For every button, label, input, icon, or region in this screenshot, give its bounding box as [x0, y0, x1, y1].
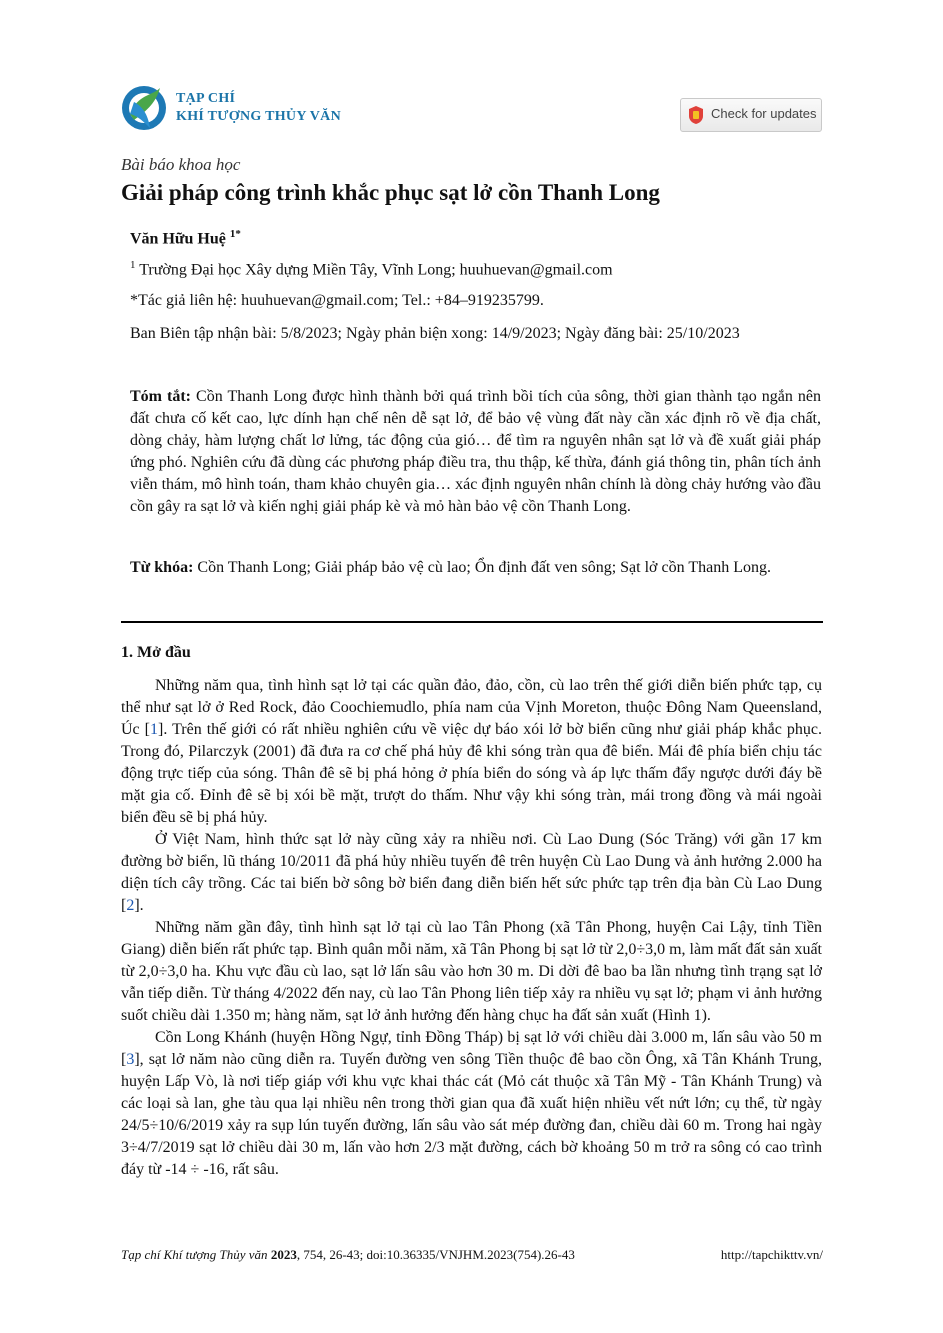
affiliation — [130, 259, 613, 279]
page-footer — [121, 1247, 823, 1263]
article-dates: Ban Biên tập nhận bài: 5/8/2023; Ngày phản biện xong: 14/9/2023; Ngày đăng bài: 25/10/2023 — [130, 325, 740, 342]
journal-logo — [120, 84, 360, 134]
journal-name-line2: KHÍ TƯỢNG THỦY VĂN — [176, 109, 341, 124]
keywords-text: Cồn Thanh Long; Giải pháp bảo vệ cù lao; Ổn định đất ven sông; Sạt lở cồn Thanh Long. — [197, 559, 771, 576]
author-name: Văn Hữu Huệ — [130, 230, 226, 248]
article-title: Giải pháp công trình khắc phục sạt lở cồn Thanh Long — [121, 180, 660, 205]
affiliation-text: Trường Đại học Xây dựng Miền Tây, Vĩnh Long; huuhuevan@gmail.com — [139, 261, 613, 279]
paragraph-1-text-a: Những năm qua, tình hình sạt lở tại các quần đảo, đảo, cồn, cù lao trên thế giới diễn biến phức tạp, cụ thể như sạt lở ở Red Rock, đảo Coochiemudlo, phía nam của Vịnh Moreton, thuộc Đông Nam Queensland, Úc [ — [121, 677, 822, 738]
citation-link-3[interactable]: 3 — [126, 1051, 135, 1068]
paragraph-4-text-a: Cồn Long Khánh (huyện Hồng Ngự, tỉnh Đồng Tháp) bị sạt lở với chiều dài 3.000 m, lấn sâu vào 50 m [ — [121, 1029, 822, 1068]
check-updates-icon — [687, 105, 705, 125]
footer-journal: Tạp chí Khí tượng Thủy văn — [121, 1247, 268, 1262]
journal-logo-icon — [120, 84, 172, 134]
section-divider — [121, 621, 823, 623]
footer-url-link[interactable]: http://tapchikttv.vn/ — [720, 1247, 823, 1262]
paragraph-4-text-b: ], sạt lở năm nào cũng diễn ra. Tuyến đường ven sông Tiền thuộc đê bao cồn Ông, xã Tân Khánh Trung, huyện Lấp Vò, là nơi tiếp giáp với khu vực khai thác cát (Mỏ cát thuộc xã Tân Mỹ - Tân Khánh Trung) và các loại sà lan, ghe tàu qua lại nhiều nên trong thời gian qua đã xuất hiện nhiều vết nứt lớn; cụ thể, từ ngày 24/5÷10/6/2019 xảy ra sụp lún tuyến đường, lấn sâu vào sát mép đường đan, chiều dài 60 m. Trong hai ngày 3÷4/7/2019 sạt lở chiều dài 30 m, lấn vào hơn 2/3 mặt đường, cách bờ khoảng 50 m trở ra sông có cao trình đáy từ -14 ÷ -16, rất sâu. — [121, 1051, 822, 1178]
paragraph-1 — [121, 675, 822, 829]
paragraph-2-text-b: ]. — [134, 897, 144, 914]
author-superscript: 1* — [229, 228, 241, 240]
abstract-label: Tóm tắt: — [130, 388, 192, 405]
footer-year: 2023 — [270, 1247, 297, 1262]
section-body — [121, 675, 822, 1181]
journal-name-line1: TẠP CHÍ — [176, 91, 236, 106]
keywords — [130, 557, 821, 579]
section-heading: 1. Mở đầu — [121, 644, 191, 661]
paragraph-1-text-b: ]. Trên thế giới có rất nhiều nghiên cứu về việc dự báo xói lở bờ biển cũng như giải pháp khắc phục. Trong đó, Pilarczyk (2001) đã đưa ra cơ chế phá hủy đê khi sóng tràn qua đê biển. Mái đê phía biển chịu tác động trực tiếp của sóng. Thân đê sẽ bị phá hỏng ở phía biển do sóng và áp lực thấm đẩy ngược dưới đáy bề mặt gia cố. Đỉnh đê sẽ bị xói bề mặt, trượt do thấm. Như vậy khi sóng tràn, mái trong đồng và mái ngoài biển đều sẽ bị phá hủy. — [121, 721, 823, 826]
citation-link-2[interactable]: 2 — [126, 897, 135, 914]
keywords-label: Từ khóa: — [130, 559, 194, 576]
paragraph-4 — [121, 1027, 822, 1181]
check-for-updates-button[interactable] — [680, 98, 822, 132]
article-type: Bài báo khoa học — [121, 155, 241, 174]
paragraph-2-text-a: Ở Việt Nam, hình thức sạt lở này cũng xảy ra nhiều nơi. Cù Lao Dung (Sóc Trăng) với gần 17 km đường bờ biển, lũ tháng 10/2011 đã phá hủy nhiều tuyến đê trên huyện Cù Lao Dung và ảnh hưởng 2.000 ha diện tích cây trồng. Các tai biến bờ sông bờ biển đang diễn biến hết sức phức tạp trên địa bàn Cù Lao Dung [ — [121, 831, 822, 914]
author — [130, 228, 241, 248]
paragraph-3: Những năm gần đây, tình hình sạt lở tại cù lao Tân Phong (xã Tân Phong, huyện Cai Lậy, tỉnh Tiền Giang) diễn biến rất phức tạp. Bình quân mỗi năm, xã Tân Phong bị sạt lở từ 2,0÷3,0 m, làm mất đất sản xuất từ 2,0÷3,0 ha. Khu vực đầu cù lao, sạt lở lấn sâu vào hơn 30 m. Di dời đê bao ba lần nhưng tình trạng sạt lở vẫn tiếp diễn. Từ tháng 4/2022 đến nay, cù lao Tân Phong liên tiếp xảy ra nhiều vụ sạt lở; phạm vi ảnh hưởng suốt chiều dài 1.350 m; hàng năm, sạt lở ảnh hưởng đến hàng chục ha đất sản xuất (Hình 1). — [121, 919, 822, 1024]
check-updates-label: Check for updates — [711, 106, 817, 121]
abstract-text: Cồn Thanh Long được hình thành bởi quá trình bồi tích của sông, thời gian thành tạo ngắn nên đất chưa cố kết cao, lực dính hạn chế nên dễ sạt lở, để bảo vệ vùng đất này cần xác định rõ về địa chất, dòng chảy, hàm lượng chất lơ lửng, tác động của gió… để tìm ra nguyên nhân sạt lở và đề xuất giải pháp ứng phó. Nghiên cứu đã dùng các phương pháp điều tra, thu thập, kế thừa, đánh giá thông tin, phân tích ảnh viễn thám, mô hình toán, tham khảo chuyên gia… xác định nguyên nhân chính là dòng chảy hướng vào đầu cồn gây ra sạt lở và kiến nghị giải pháp kè và mỏ hàn bảo vệ cồn Thanh Long. — [130, 388, 822, 515]
citation-link-1[interactable]: 1 — [150, 721, 159, 738]
paragraph-2 — [121, 829, 822, 917]
affiliation-superscript: 1 — [130, 259, 136, 271]
footer-citation: , 754, 26-43; doi:10.36335/VNJHM.2023(754).26-43 — [296, 1247, 575, 1262]
corresponding-author: *Tác giả liên hệ: huuhuevan@gmail.com; Tel.: +84–919235799. — [130, 292, 544, 309]
abstract — [130, 386, 821, 518]
journal-name — [176, 90, 341, 126]
